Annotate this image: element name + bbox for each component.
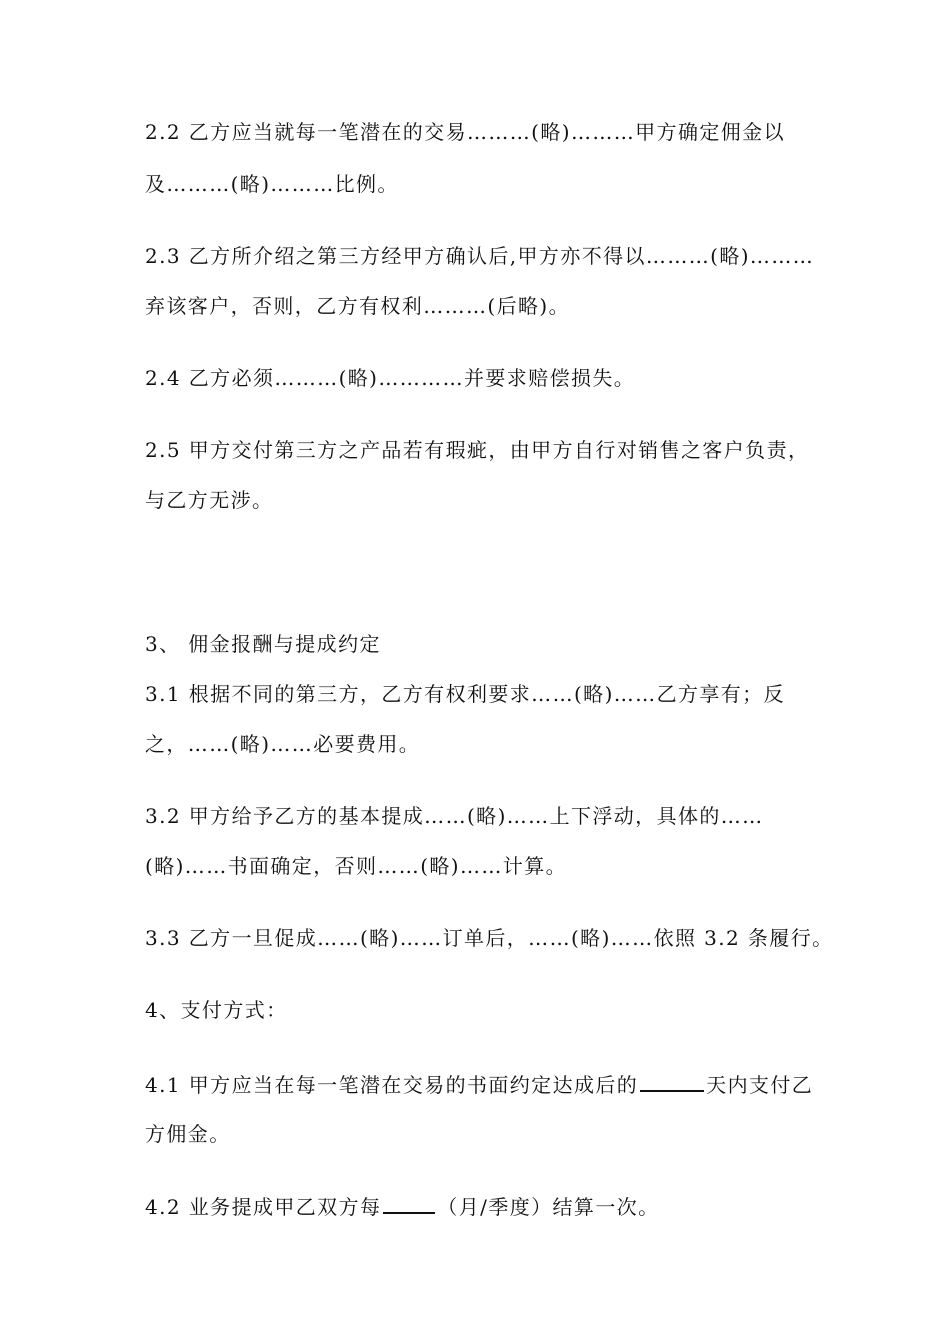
clause-2-3-line-2: 弃该客户，否则，乙方有权利………(后略)。 xyxy=(145,294,571,318)
section-3-heading: 3、 佣金报酬与提成约定 xyxy=(145,632,381,656)
days-blank-field[interactable] xyxy=(640,1068,704,1092)
clause-4-1-text-after: 天内支付乙 xyxy=(706,1073,814,1097)
clause-3-2-line-2: (略)……书面确定，否则……(略)……计算。 xyxy=(145,854,568,878)
clause-4-1-line-1 xyxy=(145,1068,813,1099)
period-blank-field[interactable] xyxy=(383,1190,435,1214)
clause-2-5-line-2: 与乙方无涉。 xyxy=(145,488,274,512)
clause-3-3: 3.3 乙方一旦促成……(略)……订单后，……(略)……依照 3.2 条履行。 xyxy=(145,926,834,950)
clause-2-4: 2.4 乙方必须………(略)…………并要求赔偿损失。 xyxy=(145,366,636,390)
clause-4-2-text-before: 4.2 业务提成甲乙双方每 xyxy=(145,1195,382,1219)
clause-2-2-line-2: 及………(略)………比例。 xyxy=(145,172,399,196)
section-4-heading: 4、支付方式： xyxy=(145,998,288,1022)
clause-4-1-line-2: 方佣金。 xyxy=(145,1122,231,1146)
clause-3-2-line-1: 3.2 甲方给予乙方的基本提成……(略)……上下浮动，具体的…… xyxy=(145,804,764,828)
clause-2-5-line-1: 2.5 甲方交付第三方之产品若有瑕疵，由甲方自行对销售之客户负责， xyxy=(145,438,810,462)
clause-4-2-text-after: （月/季度）结算一次。 xyxy=(437,1195,660,1219)
clause-4-1-text-before: 4.1 甲方应当在每一笔潜在交易的书面约定达成后的 xyxy=(145,1073,639,1097)
clause-3-1-line-1: 3.1 根据不同的第三方，乙方有权利要求……(略)……乙方享有；反 xyxy=(145,682,785,706)
clause-2-2-line-1: 2.2 乙方应当就每一笔潜在的交易………(略)………甲方确定佣金以 xyxy=(145,120,785,144)
clause-4-2 xyxy=(145,1190,660,1221)
clause-3-1-line-2: 之，……(略)……必要费用。 xyxy=(145,732,421,756)
clause-2-3-line-1: 2.3 乙方所介绍之第三方经甲方确认后,甲方亦不得以………(略)……… xyxy=(145,244,815,268)
